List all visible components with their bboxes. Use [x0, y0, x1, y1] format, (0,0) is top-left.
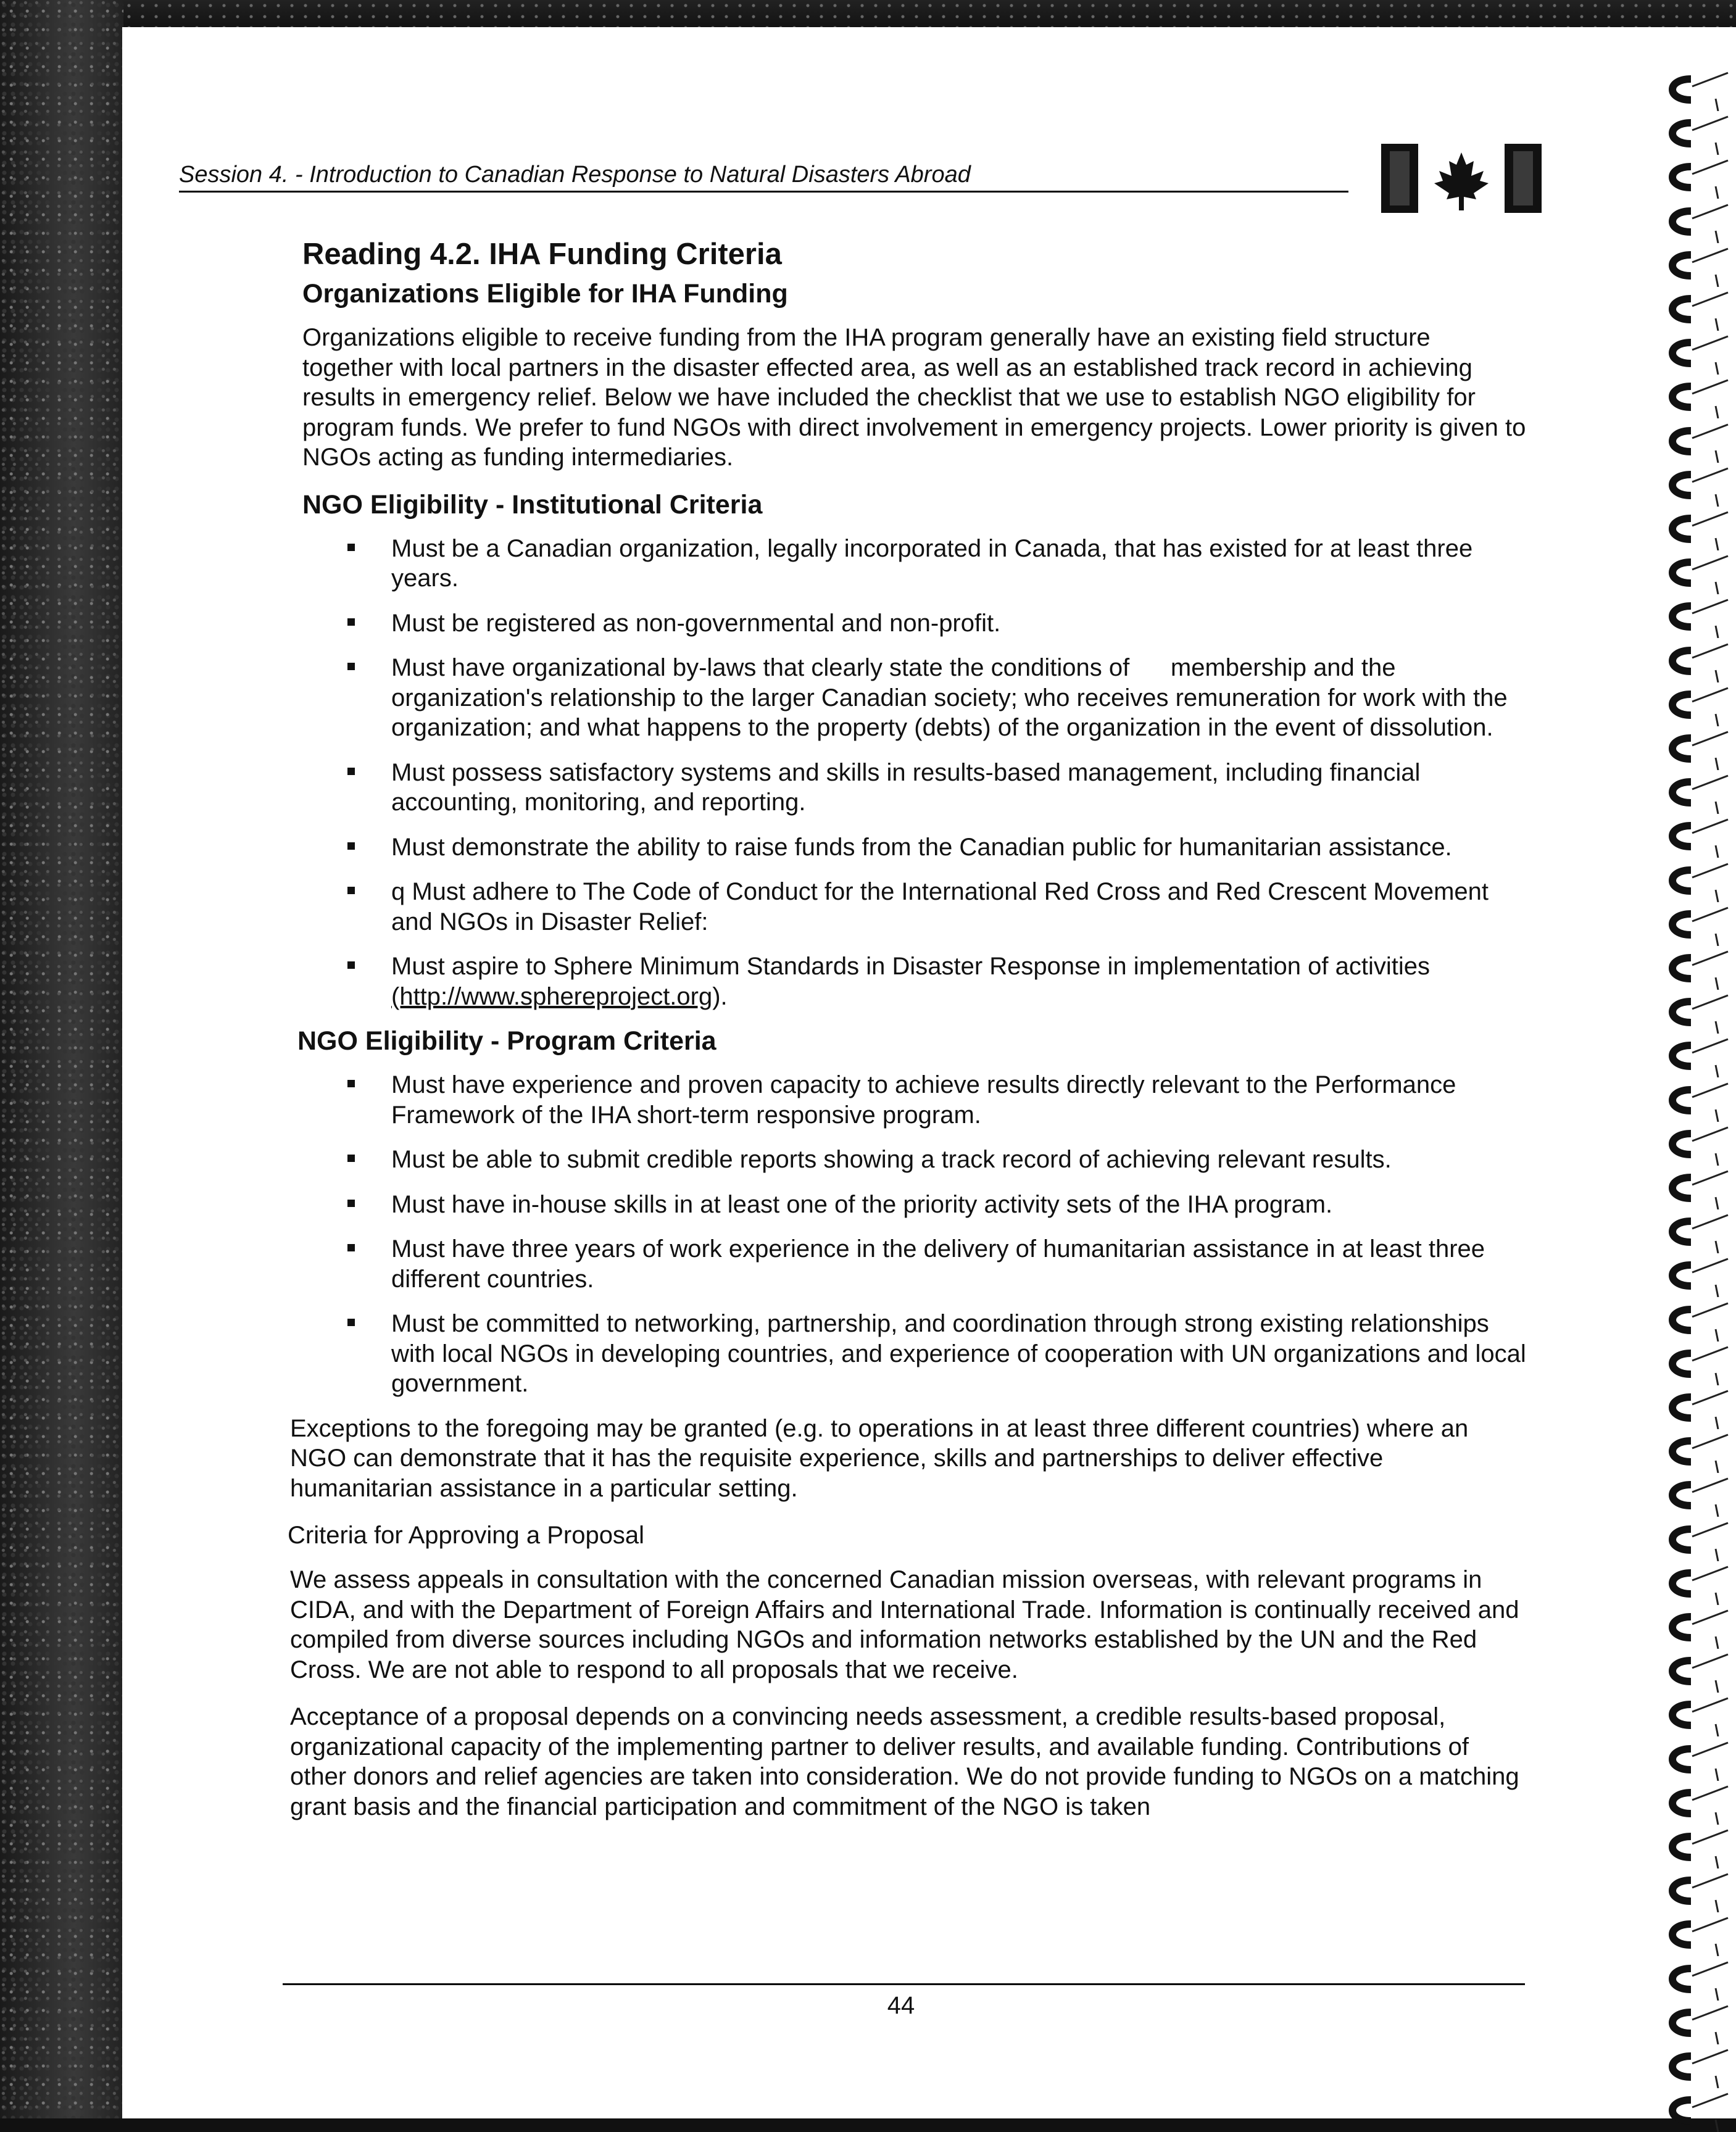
binding-coil-icon: [1654, 1738, 1736, 1781]
binding-coil-icon: [1654, 1386, 1736, 1429]
binding-coil-icon: [1654, 1518, 1736, 1561]
binding-coil-icon: [1654, 420, 1736, 463]
binding-coil-icon: [1654, 639, 1736, 682]
binding-coil-icon: [1654, 1957, 1736, 2001]
bullet-icon: [347, 1080, 355, 1087]
list-item: Must have in-house skills in at least one of the priority activity sets of the IHA program.: [302, 1190, 1527, 1220]
link-suffix: ).: [712, 982, 728, 1010]
binding-coil-icon: [1654, 1166, 1736, 1209]
binding-coil-icon: [1654, 1782, 1736, 1825]
list-item: Must be able to submit credible reports showing a track record of achieving relevant results.: [302, 1145, 1527, 1175]
binding-coil-icon: [1654, 2045, 1736, 2088]
binding-coil-icon: [1654, 1122, 1736, 1166]
binding-coil-icon: [1654, 2089, 1736, 2132]
list-item: Must be a Canadian organization, legally incorporated in Canada, that has existed for at least three years.: [302, 534, 1527, 594]
scan-top-edge: [0, 0, 1736, 30]
binding-coil-icon: [1654, 551, 1736, 594]
bullet-icon: [347, 544, 355, 551]
binding-coil-icon: [1654, 244, 1736, 287]
bullet-icon: [347, 768, 355, 775]
approval-paragraph-1: We assess appeals in consultation with the concerned Canadian mission overseas, with relevant programs in CIDA, and with the Department of Foreign Affairs and International Trade. Information is continually received and compiled from diverse sources including NGOs and information networks established by the UN and the Red Cross. We are not able to respond to all proposals that we receive.: [290, 1566, 1519, 1683]
section-heading-institutional: NGO Eligibility - Institutional Criteria: [302, 489, 763, 520]
binding-coil-icon: [1654, 771, 1736, 814]
binding-coil-icon: [1654, 683, 1736, 726]
bullet-icon: [347, 663, 355, 670]
canada-flag-icon: [1381, 144, 1542, 213]
binding-coil-icon: [1654, 156, 1736, 199]
program-criteria-list: [302, 1070, 1527, 1399]
list-item: Must aspire to Sphere Minimum Standards in Disaster Response in implementation of activities (http://www.sphereproject.org).: [302, 952, 1527, 1011]
binding-coil-icon: [1654, 903, 1736, 946]
binding-coil-icon: [1654, 1562, 1736, 1605]
binding-coil-icon: [1654, 1210, 1736, 1253]
binding-coil-icon: [1654, 859, 1736, 902]
binding-coil-icon: [1654, 112, 1736, 155]
binding-coil-icon: [1654, 288, 1736, 331]
list-item: Must demonstrate the ability to raise funds from the Canadian public for humanitarian assistance.: [302, 832, 1527, 863]
binding-coil-icon: [1654, 990, 1736, 1034]
approval-paragraph-2: Acceptance of a proposal depends on a convincing needs assessment, a credible results-based proposal, organizational capacity of the implementing partner to deliver results, and available funding. Contributions of other donors and relief agencies are taken into consideration. We do not provide funding to NGOs on a matching grant basis and the financial participation and commitment of the NGO is taken: [290, 1703, 1519, 1820]
approval-heading: Criteria for Approving a Proposal: [288, 1522, 645, 1549]
list-item: Must be committed to networking, partnership, and coordination through strong existing relationships with local NGOs in developing countries, and experience of cooperation with UN organizations and local government.: [302, 1309, 1527, 1399]
bullet-icon: [347, 961, 355, 969]
binding-coil-icon: [1654, 1034, 1736, 1077]
binding-coil-icon: [1654, 2001, 1736, 2044]
binding-coil-icon: [1654, 1342, 1736, 1385]
binding-coil-icon: [1654, 331, 1736, 375]
section-heading-eligible: Organizations Eligible for IHA Funding: [302, 279, 788, 309]
footer-rule: [283, 1983, 1525, 1985]
page-number: 44: [887, 1992, 915, 2019]
binding-coil-icon: [1654, 463, 1736, 507]
list-item: Must have organizational by-laws that clearly state the conditions of membership and the organization's relationship to the larger Canadian society; who receives remuneration for work with the organization; and what happens to the property (debts) of the organization in the event of dissolution.: [302, 653, 1527, 743]
scan-left-edge: [0, 0, 123, 2118]
bullet-icon: [347, 842, 355, 850]
binding-coil-icon: [1654, 815, 1736, 858]
bullet-icon: [347, 1319, 355, 1326]
institutional-criteria-list: [302, 534, 1527, 1012]
binding-coil-icon: [1654, 1474, 1736, 1517]
bullet-icon: [347, 1244, 355, 1251]
binding-coil-icon: [1654, 947, 1736, 990]
list-item: q Must adhere to The Code of Conduct for the International Red Cross and Red Crescent Movement and NGOs in Disaster Relief:: [302, 877, 1527, 937]
binding-coil-icon: [1654, 200, 1736, 243]
main-content: [288, 237, 1527, 1839]
spiral-binding-icon: [1654, 31, 1736, 2118]
bullet-icon: [347, 887, 355, 894]
eligibility-paragraph: Organizations eligible to receive funding from the IHA program generally have an existing field structure together with local partners in the disaster effected area, as well as an established track record in achieving results in emergency relief. Below we have included the checklist that we use to establish NGO eligibility for program funds. We prefer to fund NGOs with direct involvement in emergency projects. Lower priority is given to NGOs acting as funding intermediaries.: [302, 324, 1526, 471]
section-heading-program: NGO Eligibility - Program Criteria: [297, 1026, 716, 1056]
binding-coil-icon: [1654, 1869, 1736, 1912]
binding-coil-icon: [1654, 727, 1736, 770]
running-header: Session 4. - Introduction to Canadian Response to Natural Disasters Abroad: [179, 162, 1348, 193]
binding-coil-icon: [1654, 595, 1736, 638]
binding-coil-icon: [1654, 507, 1736, 550]
exceptions-paragraph: Exceptions to the foregoing may be granted (e.g. to operations in at least three different countries) where an NGO can demonstrate that it has the requisite experience, skills and partnerships to deliver effective humanitarian assistance in a particular setting.: [290, 1414, 1469, 1502]
sphere-project-link[interactable]: (http://www.sphereproject.org: [391, 982, 713, 1010]
list-item: Must possess satisfactory systems and skills in results-based management, including financial accounting, monitoring, and reporting.: [302, 758, 1527, 818]
binding-coil-icon: [1654, 1606, 1736, 1649]
binding-coil-icon: [1654, 375, 1736, 418]
binding-coil-icon: [1654, 1913, 1736, 1956]
list-item: Must be registered as non-governmental and non-profit.: [302, 608, 1527, 639]
reading-title: Reading 4.2. IHA Funding Criteria: [302, 238, 782, 271]
bullet-icon: [347, 1155, 355, 1162]
binding-coil-icon: [1654, 1430, 1736, 1473]
binding-coil-icon: [1654, 1825, 1736, 1869]
binding-coil-icon: [1654, 1693, 1736, 1736]
binding-coil-icon: [1654, 1254, 1736, 1297]
bullet-icon: [347, 1200, 355, 1207]
list-item: Must have three years of work experience in the delivery of humanitarian assistance in at least three different countries.: [302, 1234, 1527, 1294]
bullet-icon: [347, 618, 355, 626]
binding-coil-icon: [1654, 1649, 1736, 1693]
binding-coil-icon: [1654, 1298, 1736, 1342]
binding-coil-icon: [1654, 1079, 1736, 1122]
list-item: Must have experience and proven capacity to achieve results directly relevant to the Performance Framework of the IHA short-term responsive program.: [302, 1070, 1527, 1130]
binding-coil-icon: [1654, 68, 1736, 111]
